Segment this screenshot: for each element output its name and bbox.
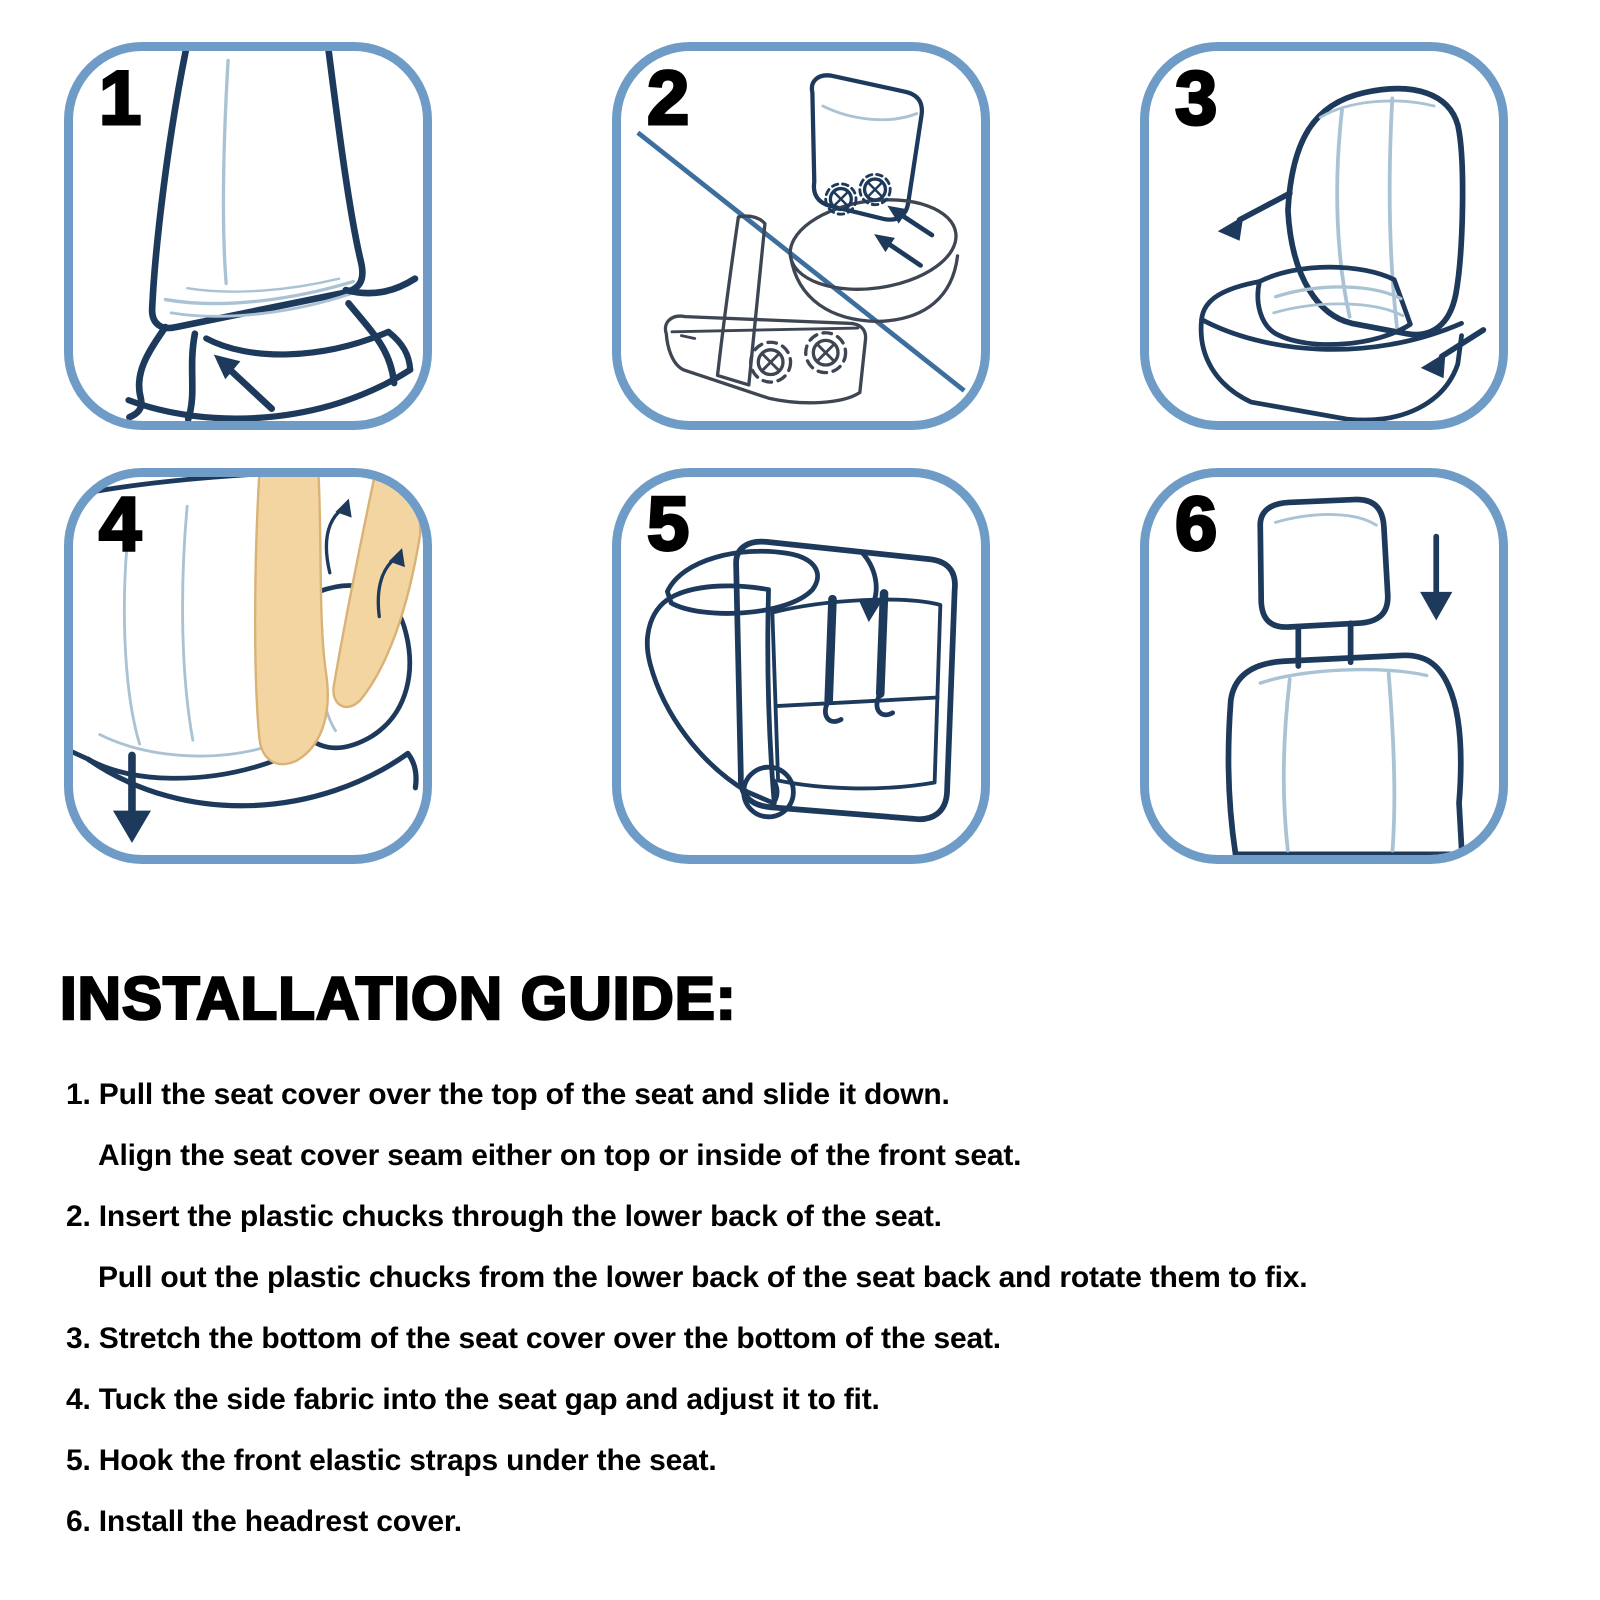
step-number: 1 [99, 56, 142, 141]
seat-back-cover-shape [152, 51, 362, 328]
instruction-line-5: 5. Hook the front elastic straps under the seat. [66, 1444, 717, 1477]
seat-back-cover-shape [1228, 655, 1461, 854]
step-number: 2 [647, 56, 690, 141]
hands-tucking-fabric [255, 477, 420, 764]
step-panel-1 [64, 42, 432, 430]
step-panel-3 [1140, 42, 1508, 430]
seat-gap-outline [88, 754, 416, 806]
step-number: 6 [1175, 482, 1218, 567]
instruction-line-2: 2. Insert the plastic chucks through the lower back of the seat. [66, 1200, 942, 1233]
plastic-chuck-icon [826, 184, 856, 214]
instruction-line-1b: Align the seat cover seam either on top or inside of the front seat. [98, 1139, 1022, 1172]
plastic-chuck-icon [751, 342, 791, 382]
step-panel-5 [612, 468, 990, 864]
plastic-chuck-icon [806, 333, 846, 373]
arrow-up-left-icon [874, 206, 932, 266]
seat-base-sketch [1201, 282, 1461, 420]
seat-side-shapes [647, 551, 817, 803]
arrow-down-icon [113, 755, 151, 843]
instruction-line-3: 3. Stretch the bottom of the seat cover over the bottom of the seat. [66, 1322, 1001, 1355]
seat-back-cover-shape [1288, 89, 1463, 335]
step-panel-4 [64, 468, 432, 864]
headrest-cover-shape [1260, 500, 1388, 628]
seat-cushion-sketch [784, 190, 961, 322]
instruction-line-2b: Pull out the plastic chucks from the lower back of the seat back and rotate them to fix. [98, 1261, 1308, 1294]
step-panel-2 [612, 42, 990, 430]
instruction-line-1: 1. Pull the seat cover over the top of the seat and slide it down. [66, 1078, 950, 1111]
plastic-chuck-icon [860, 174, 890, 204]
arrow-up-left-icon [214, 355, 272, 409]
instruction-line-6: 6. Install the headrest cover. [66, 1505, 462, 1538]
step-panel-6 [1140, 468, 1508, 864]
step-number: 5 [647, 482, 690, 567]
installation-guide-text [60, 966, 1555, 1566]
guide-title: INSTALLATION GUIDE: [60, 965, 737, 1032]
arrow-down-icon [1420, 537, 1452, 621]
instruction-line-4: 4. Tuck the side fabric into the seat gap and adjust it to fit. [66, 1383, 880, 1416]
step-number: 4 [99, 482, 142, 567]
step-number: 3 [1175, 56, 1218, 141]
